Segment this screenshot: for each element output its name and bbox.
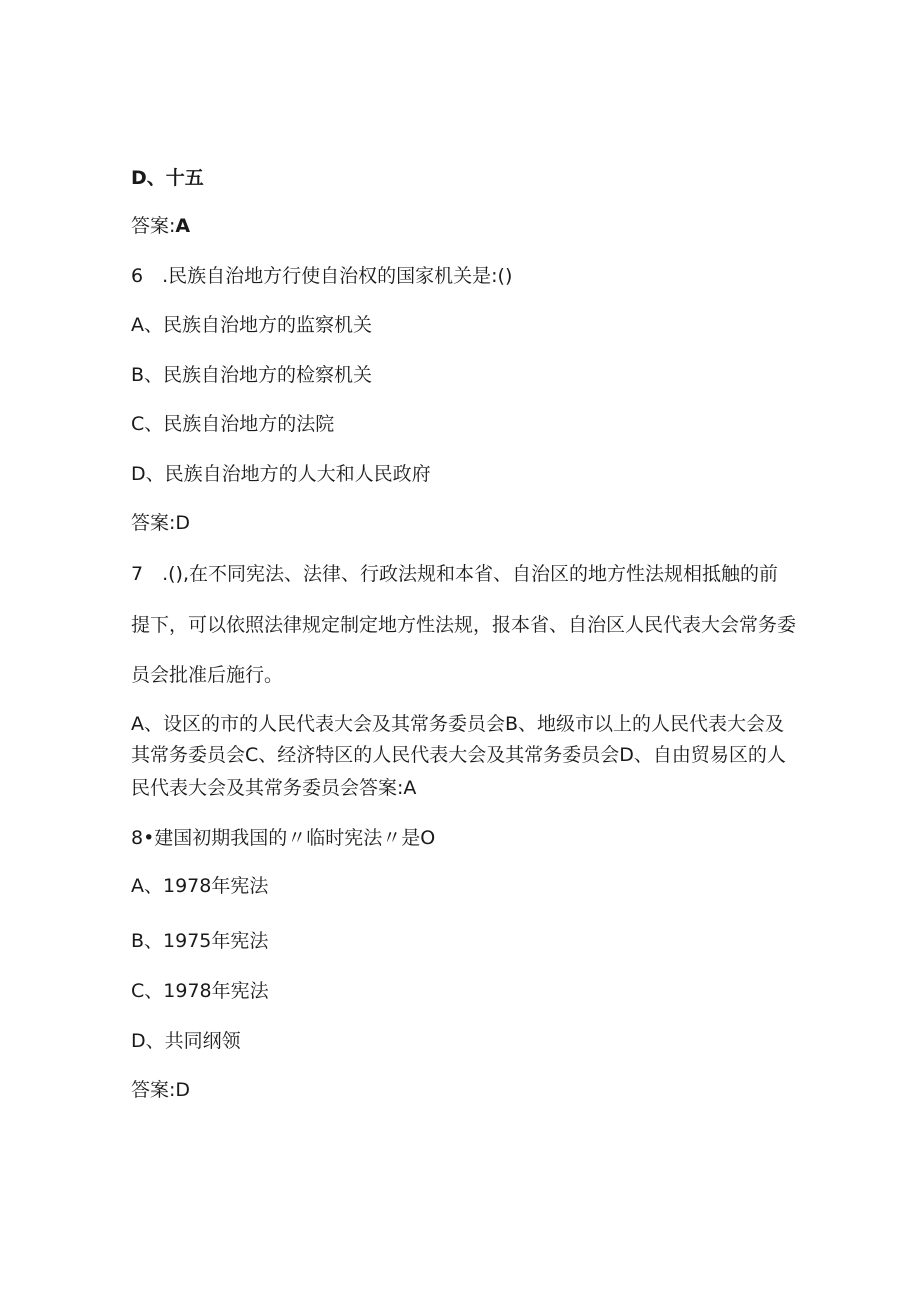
option-c-q6: C、民族自治地方的法院 <box>131 413 335 435</box>
options-q7-line-1: A、设区的市的人民代表大会及其常务委员会B、地级市以上的人民代表大会及 <box>131 713 785 735</box>
question-8: 8•建国初期我国的〃临时宪法〃是O <box>131 827 436 849</box>
answer-prefix: 答案: <box>131 215 176 237</box>
option-d-q5: D、十五 <box>131 167 204 189</box>
options-q7-line-2: 其常务委员会C、经济特区的人民代表大会及其常务委员会D、自由贸易区的人 <box>131 744 786 766</box>
question-7-line-1: 7 .(),在不同宪法、法律、行政法规和本省、自治区的地方性法规相抵触的前 <box>131 563 778 585</box>
options-q7-line-3: 民代表大会及其常务委员会答案:A <box>131 777 417 799</box>
answer-q8: 答案:D <box>131 1079 191 1101</box>
option-b-q8: B、1975年宪法 <box>131 930 269 952</box>
option-d-q8: D、共同纲领 <box>131 1030 241 1052</box>
option-d-q6: D、民族自治地方的人大和人民政府 <box>131 463 431 485</box>
answer-value: A <box>175 215 191 237</box>
answer-q5 <box>131 214 190 238</box>
option-a-q8: A、1978年宪法 <box>131 875 269 897</box>
option-c-q8: C、1978年宪法 <box>131 980 269 1002</box>
question-6: 6 .民族自治地方行使自治权的国家机关是:() <box>131 265 513 287</box>
question-7-line-3: 员会批准后施行。 <box>131 664 284 686</box>
question-7-line-2: 提下，可以依照法律规定制定地方性法规，报本省、自治区人民代表大会常务委 <box>131 614 797 636</box>
option-a-q6: A、民族自治地方的监察机关 <box>131 314 372 336</box>
answer-q6: 答案:D <box>131 512 191 534</box>
option-b-q6: B、民族自治地方的检察机关 <box>131 364 373 386</box>
